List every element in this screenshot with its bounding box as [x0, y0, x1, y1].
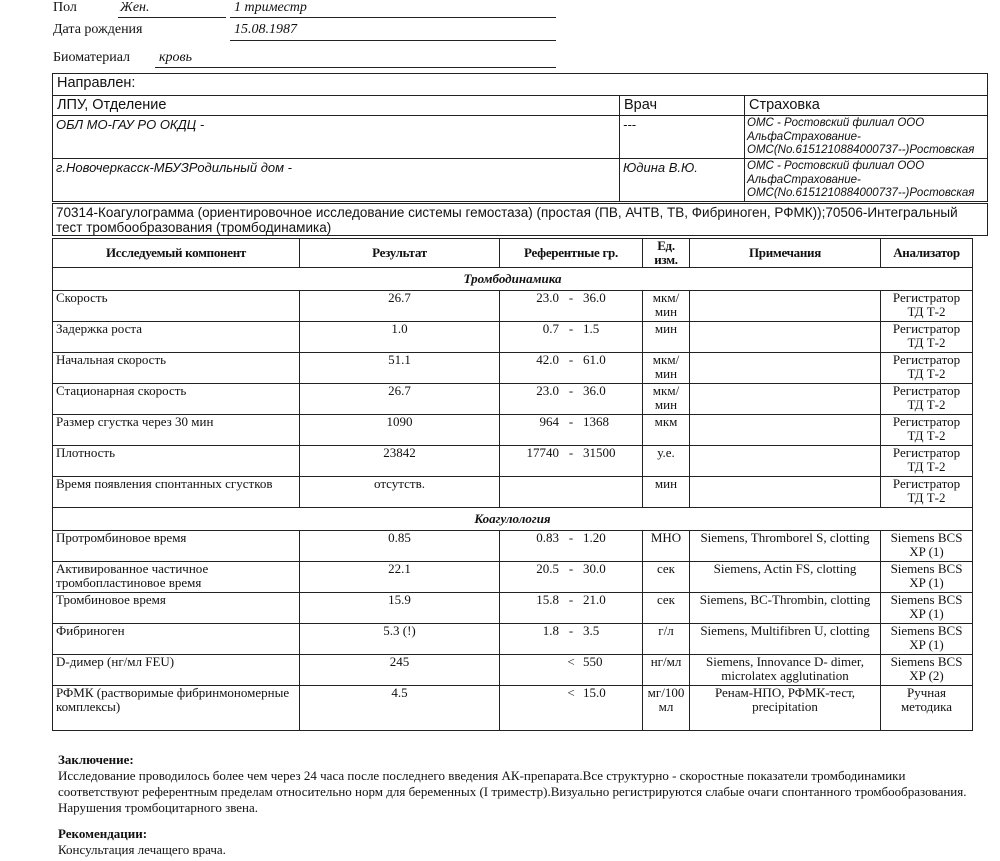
- ref-separator: -: [568, 530, 574, 545]
- cell-notes: [690, 291, 881, 322]
- col-lpu-header: ЛПУ, Отделение: [52, 95, 620, 116]
- table-row: [53, 477, 973, 508]
- cell-unit: мкм: [643, 415, 690, 446]
- table-row: [53, 531, 973, 562]
- cell-reference: [500, 446, 643, 477]
- cell-reference: [500, 353, 643, 384]
- ref-low: 23.0: [536, 290, 559, 305]
- cell-component: Скорость: [53, 291, 300, 322]
- table-row: [53, 322, 973, 353]
- referral-row-2-doctor: Юдина В.Ю.: [619, 158, 745, 202]
- ref-low: 0.7: [542, 321, 559, 336]
- table-row: [53, 415, 973, 446]
- ref-high: 1.5: [583, 321, 600, 336]
- ordered-tests: 70314-Коагулограмма (ориентировочное исследование системы гемостаза) (простая (ПВ, АЧТВ, ТВ, Фибриноген, РФМК));70506-Интегральный тест тромбообразования (тромбодинамика): [52, 203, 988, 236]
- cell-result: 51.1: [300, 353, 500, 384]
- cell-reference: [500, 655, 643, 686]
- header-notes: Примечания: [690, 239, 881, 268]
- cell-unit: у.е.: [643, 446, 690, 477]
- cell-reference: [500, 477, 643, 508]
- table-row: [53, 655, 973, 686]
- ref-low: 1.8: [542, 623, 559, 638]
- conclusion-title: Заключение:: [58, 752, 134, 767]
- cell-result: 1090: [300, 415, 500, 446]
- results-body: [53, 268, 973, 731]
- cell-component: Время появления спонтанных сгустков: [53, 477, 300, 508]
- cell-notes: [690, 322, 881, 353]
- table-row: [53, 593, 973, 624]
- cell-notes: Siemens, Thromborel S, clotting: [690, 531, 881, 562]
- cell-component: Протромбиновое время: [53, 531, 300, 562]
- ref-low: 0.83: [536, 530, 559, 545]
- cell-component: Активированное частичное тромбопластиновое время: [53, 562, 300, 593]
- ref-separator: <: [567, 654, 575, 669]
- referral-row-2-insurance: ОМС - Ростовский филиал ООО АльфаСтрахование-ОМС(No.615121088400073​7--)Ростовская: [744, 158, 988, 202]
- col-doctor-header: Врач: [619, 95, 745, 116]
- sex-label: Пол: [53, 0, 77, 15]
- cell-analyzer: Регистратор ТД Т-2: [881, 477, 973, 508]
- ref-separator: -: [568, 321, 574, 336]
- cell-analyzer: Регистратор ТД Т-2: [881, 322, 973, 353]
- cell-notes: Siemens, Actin FS, clotting: [690, 562, 881, 593]
- ref-high: 15.0: [583, 685, 606, 700]
- ref-separator: -: [568, 561, 574, 576]
- cell-result: отсутств.: [300, 477, 500, 508]
- cell-analyzer: Ручная методика: [881, 686, 973, 731]
- ref-low: 20.5: [536, 561, 559, 576]
- cell-result: 26.7: [300, 384, 500, 415]
- cell-component: Начальная скорость: [53, 353, 300, 384]
- ref-high: 1368: [583, 414, 609, 429]
- cell-analyzer: Siemens BCS XP (1): [881, 531, 973, 562]
- cell-unit: г/л: [643, 624, 690, 655]
- cell-component: Фибриноген: [53, 624, 300, 655]
- cell-component: Плотность: [53, 446, 300, 477]
- ref-high: 36.0: [583, 290, 606, 305]
- header-unit: Ед. изм.: [643, 239, 690, 268]
- cell-notes: Siemens, BC-Thrombin, clotting: [690, 593, 881, 624]
- ref-high: 3.5: [583, 623, 600, 638]
- cell-reference: [500, 322, 643, 353]
- cell-reference: [500, 593, 643, 624]
- referral-row-2-lpu: г.Новочеркасск-МБУЗРодильный дом -: [52, 158, 620, 202]
- cell-notes: Ренам-НПО, РФМК-тест, precipitation: [690, 686, 881, 731]
- cell-reference: [500, 562, 643, 593]
- ref-separator: <: [567, 685, 575, 700]
- header-component: Исследуемый компонент: [53, 239, 300, 268]
- cell-unit: сек: [643, 562, 690, 593]
- table-row: [53, 624, 973, 655]
- cell-analyzer: Регистратор ТД Т-2: [881, 353, 973, 384]
- cell-result: 245: [300, 655, 500, 686]
- cell-analyzer: Siemens BCS XP (1): [881, 593, 973, 624]
- cell-reference: [500, 531, 643, 562]
- ref-high: 21.0: [583, 592, 606, 607]
- referral-row-1-lpu: ОБЛ МО-ГАУ РО ОКДЦ -: [52, 115, 620, 159]
- ref-high: 31500: [583, 445, 616, 460]
- table-row: [53, 562, 973, 593]
- header-result: Результат: [300, 239, 500, 268]
- cell-reference: [500, 291, 643, 322]
- ref-low: 15.8: [536, 592, 559, 607]
- ref-separator: -: [568, 383, 574, 398]
- ref-high: 36.0: [583, 383, 606, 398]
- ref-separator: -: [568, 445, 574, 460]
- ref-high: 550: [583, 654, 603, 669]
- results-table: [52, 238, 973, 731]
- cell-analyzer: Siemens BCS XP (1): [881, 624, 973, 655]
- cell-component: Стационарная скорость: [53, 384, 300, 415]
- cell-unit: нг/мл: [643, 655, 690, 686]
- ref-low: [517, 655, 559, 669]
- cell-component: Тромбиновое время: [53, 593, 300, 624]
- cell-notes: [690, 477, 881, 508]
- conclusion-text: Исследование проводилось более чем через 24 часа после последнего введения АК-препарата.Все структурно - скоростные показатели тромбодинамики соответствуют референтным пределам относительно норм для беременных (I триместр).Визуально регистрируются слабые очаги спонтанного тромбообразования. Нарушения тромбоцитарного звена.: [58, 768, 967, 815]
- cell-notes: [690, 384, 881, 415]
- cell-component: Размер сгустка через 30 мин: [53, 415, 300, 446]
- cell-unit: мг/100 мл: [643, 686, 690, 731]
- cell-reference: [500, 384, 643, 415]
- ref-low: 17740: [526, 445, 559, 460]
- cell-unit: мин: [643, 477, 690, 508]
- cell-reference: [500, 624, 643, 655]
- biomaterial-label: Биоматериал: [53, 50, 131, 65]
- ref-low: 964: [539, 414, 559, 429]
- ref-high: 1.20: [583, 530, 606, 545]
- cell-analyzer: Регистратор ТД Т-2: [881, 291, 973, 322]
- cell-reference: [500, 686, 643, 731]
- recommendations-title: Рекомендации:: [58, 826, 148, 841]
- cell-result: 0.85: [300, 531, 500, 562]
- cell-result: 4.5: [300, 686, 500, 731]
- section-title: Коагулология: [53, 508, 973, 531]
- cell-notes: Siemens, Innovance D- dimer, microlatex agglutination: [690, 655, 881, 686]
- section-row: [53, 508, 973, 531]
- ref-low: [517, 686, 559, 700]
- ref-low: 23.0: [536, 383, 559, 398]
- sex-value: Жен.: [118, 0, 226, 18]
- recommendations: [58, 826, 970, 858]
- cell-component: РФМК (растворимые фибринмономерные комплексы): [53, 686, 300, 731]
- cell-notes: [690, 446, 881, 477]
- table-row: [53, 291, 973, 322]
- cell-unit: МНО: [643, 531, 690, 562]
- cell-analyzer: Регистратор ТД Т-2: [881, 446, 973, 477]
- cell-analyzer: Регистратор ТД Т-2: [881, 384, 973, 415]
- ref-high: 61.0: [583, 352, 606, 367]
- cell-analyzer: Siemens BCS XP (1): [881, 562, 973, 593]
- conclusion: [58, 752, 970, 816]
- header-reference: Референтные гр.: [500, 239, 643, 268]
- section-row: [53, 268, 973, 291]
- referral-title: Направлен:: [52, 73, 988, 96]
- ref-high: 30.0: [583, 561, 606, 576]
- table-row: [53, 686, 973, 731]
- cell-notes: [690, 415, 881, 446]
- cell-unit: мкм/мин: [643, 291, 690, 322]
- cell-result: 23842: [300, 446, 500, 477]
- cell-reference: [500, 415, 643, 446]
- cell-result: 15.9: [300, 593, 500, 624]
- cell-notes: [690, 353, 881, 384]
- ref-separator: -: [568, 623, 574, 638]
- ref-separator: -: [568, 592, 574, 607]
- cell-result: 1.0: [300, 322, 500, 353]
- trimester-value: 1 триместр: [230, 0, 556, 18]
- cell-result: 22.1: [300, 562, 500, 593]
- ref-separator: -: [568, 414, 574, 429]
- referral-row-1-doctor: ---: [619, 115, 745, 159]
- cell-analyzer: Siemens BCS XP (2): [881, 655, 973, 686]
- cell-notes: Siemens, Multifibren U, clotting: [690, 624, 881, 655]
- referral-row-1-insurance: ОМС - Ростовский филиал ООО АльфаСтрахование-ОМС(No.615121088400073​7--)Ростовская: [744, 115, 988, 159]
- cell-unit: мкм/мин: [643, 384, 690, 415]
- section-title: Тромбодинамика: [53, 268, 973, 291]
- cell-result: 26.7: [300, 291, 500, 322]
- cell-result: 5.3 (!): [300, 624, 500, 655]
- biomaterial-value: кровь: [155, 50, 556, 68]
- table-row: [53, 353, 973, 384]
- table-row: [53, 384, 973, 415]
- dob-label: Дата рождения: [53, 22, 143, 37]
- ref-separator: -: [568, 290, 574, 305]
- dob-value: 15.08.1987: [230, 22, 556, 41]
- col-insurance-header: Страховка: [744, 95, 988, 116]
- recommendations-text: Консультация лечащего врача.: [58, 842, 226, 857]
- cell-unit: мин: [643, 322, 690, 353]
- ref-low: 42.0: [536, 352, 559, 367]
- header-analyzer: Анализатор: [881, 239, 973, 268]
- cell-analyzer: Регистратор ТД Т-2: [881, 415, 973, 446]
- cell-unit: мкм/мин: [643, 353, 690, 384]
- cell-unit: сек: [643, 593, 690, 624]
- ref-separator: -: [568, 352, 574, 367]
- cell-component: Задержка роста: [53, 322, 300, 353]
- table-row: [53, 446, 973, 477]
- cell-component: D-димер (нг/мл FEU): [53, 655, 300, 686]
